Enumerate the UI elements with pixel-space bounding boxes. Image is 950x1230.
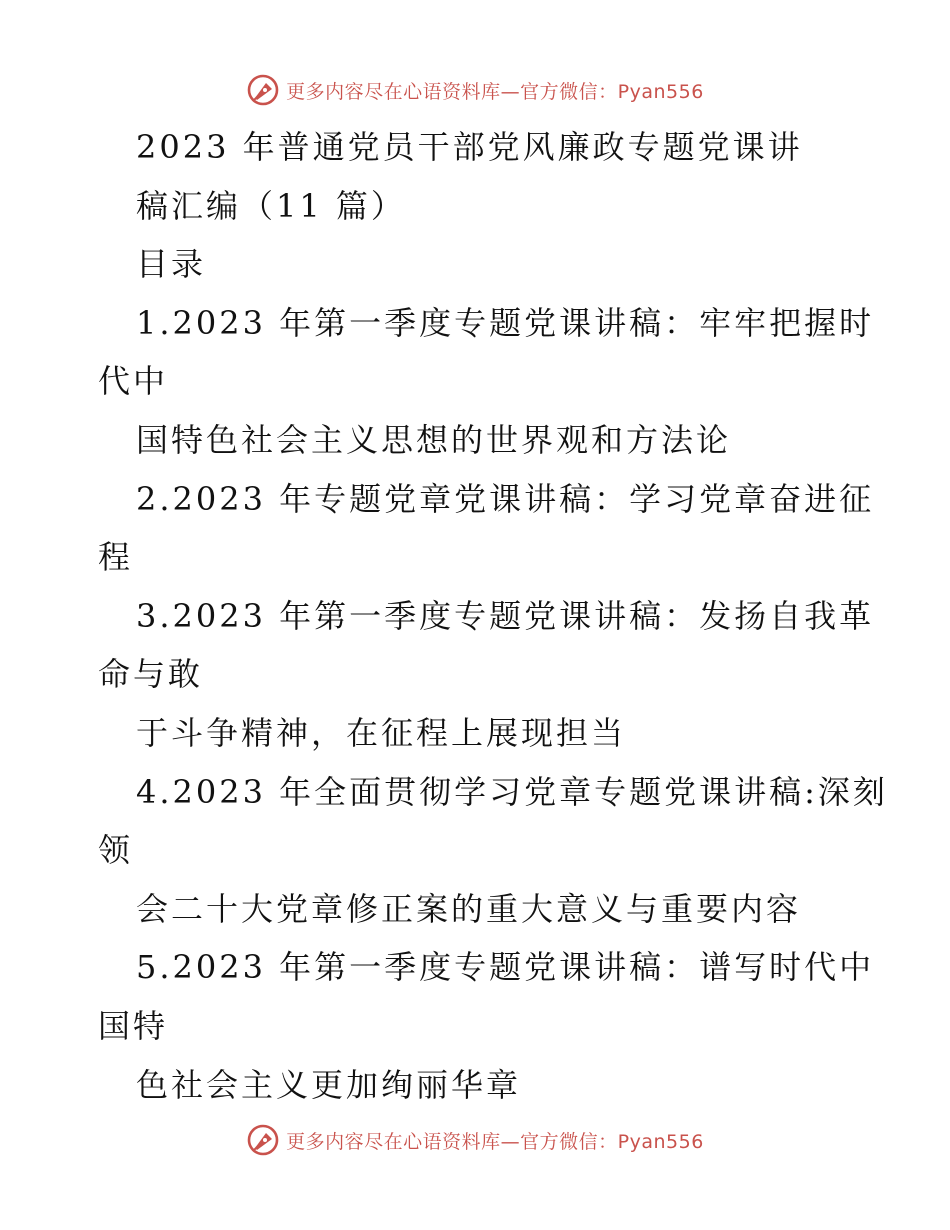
header-watermark-text: 更多内容尽在心语资料库—官方微信：Pyan556	[286, 80, 704, 103]
document-line: 4.2023 年全面贯彻学习党章专题党课讲稿:深刻	[136, 772, 888, 811]
document-line: 目录	[136, 245, 207, 284]
footer-watermark-banner	[0, 1118, 950, 1162]
document-line: 代中	[98, 362, 169, 401]
pen-nib-logo-icon	[246, 73, 280, 107]
document-line: 会二十大党章修正案的重大意义与重要内容	[136, 889, 802, 928]
document-line: 2023 年普通党员干部党风廉政专题党课讲	[136, 128, 803, 166]
document-line: 色社会主义更加绚丽华章	[136, 1065, 522, 1104]
document-body	[98, 118, 888, 1114]
document-line: 命与敢	[98, 655, 204, 694]
document-line: 3.2023 年第一季度专题党课讲稿：发扬自我革	[136, 596, 875, 635]
document-line: 于斗争精神，在征程上展现担当	[136, 713, 627, 752]
pen-nib-logo-icon	[246, 1123, 280, 1157]
footer-watermark-text: 更多内容尽在心语资料库—官方微信：Pyan556	[286, 1130, 704, 1153]
document-line: 程	[98, 538, 134, 577]
document-line: 2.2023 年专题党章党课讲稿：学习党章奋进征	[136, 479, 875, 518]
document-line: 稿汇编（11 篇）	[136, 186, 406, 225]
document-line: 领	[98, 831, 134, 870]
document-line: 1.2023 年第一季度专题党课讲稿：牢牢把握时	[136, 303, 875, 342]
document-line: 5.2023 年第一季度专题党课讲稿：谱写时代中	[136, 948, 875, 987]
document-line: 国特	[98, 1006, 169, 1045]
document-line: 国特色社会主义思想的世界观和方法论	[136, 420, 732, 459]
header-watermark-banner	[0, 68, 950, 112]
